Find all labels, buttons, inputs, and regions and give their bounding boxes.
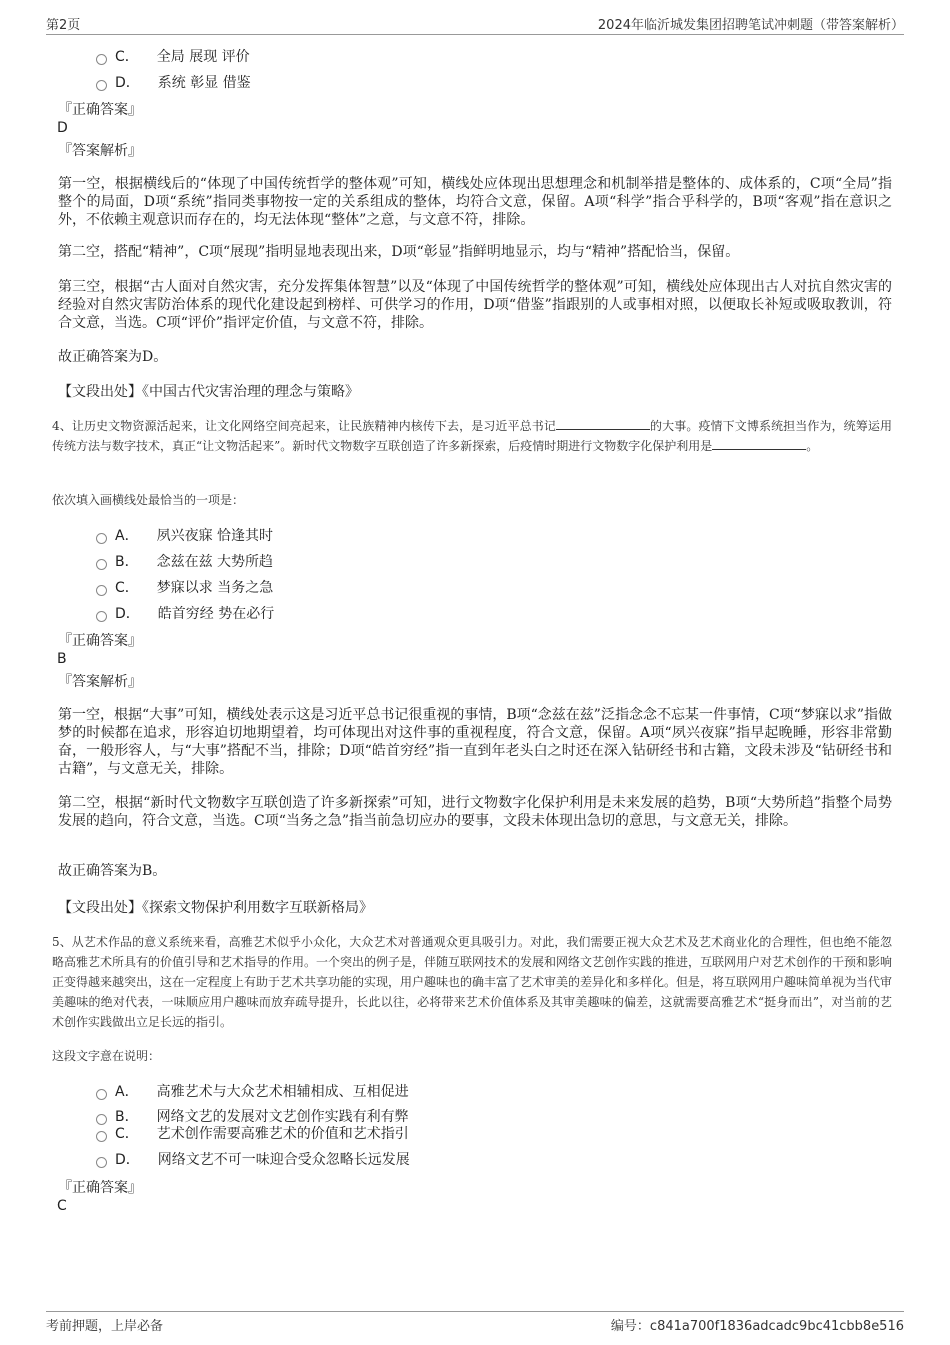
option-a[interactable]: A． 高雅艺术与大众艺术相辅相成、互相促进 <box>96 1082 409 1102</box>
analysis-label: 『答案解析』 <box>58 674 142 690</box>
analysis-paragraph: 第二空，根据“新时代文物数字互联创造了许多新探索”可知，进行文物数字化保护利用是未来发展的趋势，B项“大势所趋”指整个局势发展的趋向，符合文意，当选。C项“当务之急”指当前急切应办的要事，文段未体现出急切的意思，与文意无关，排除。 <box>58 795 892 829</box>
answer-value: B <box>57 651 67 667</box>
question-prompt: 这段文字意在说明： <box>52 1049 161 1063</box>
page-number: 第2页 <box>46 18 81 33</box>
page-header <box>46 14 904 35</box>
answer-value: D <box>57 120 68 136</box>
analysis-paragraph: 第二空，搭配“精神”，C项“展现”指明显地表现出来，D项“彰显”指鲜明地显示，均与“精神”搭配恰当，保留。 <box>58 244 740 260</box>
question-stem: 4、让历史文物资源活起来，让文化网络空间亮起来，让民族精神内核传下去，是习近平总书记 的大事。疫情下文博系统担当作为，统筹运用传统方法与数字技术，真正“让文物活起来”。新时代文物数字互联创造了许多新探索，后疫情时期进行文物数字化保护利用是 。 <box>52 419 892 453</box>
analysis-paragraph: 第一空，根据“大事”可知，横线处表示这是习近平总书记很重视的事情，B项“念兹在兹”泛指念念不忘某一件事情，C项“梦寐以求”指做梦的时候都在追求，形容迫切地期望着，均可体现出对这件事的重视程度，符合文意，保留。A项“夙兴夜寐”指早起晚睡，形容非常勤奋，一般形容人，与“大事”搭配不当，排除；D项“皓首穷经”指一直到年老头白之时还在深入钻研经书和古籍，文段未涉及“钻研经书和古籍”，与文意无关，排除。 <box>58 707 892 777</box>
radio-icon[interactable] <box>96 559 107 570</box>
radio-icon[interactable] <box>96 585 107 596</box>
document-title: 2024年临沂城发集团招聘笔试冲刺题（带答案解析） <box>597 18 904 33</box>
radio-icon[interactable] <box>96 1157 107 1168</box>
radio-icon[interactable] <box>96 1131 107 1142</box>
answer-blank <box>712 437 806 450</box>
answer-value: C <box>57 1198 67 1214</box>
answer-label: 『正确答案』 <box>58 1180 142 1196</box>
option-d[interactable]: D． 系统 彰显 借鉴 <box>96 73 251 93</box>
footer-slogan: 考前押题，上岸必备 <box>46 1319 164 1334</box>
page-footer <box>46 1311 904 1334</box>
option-c[interactable]: C． 艺术创作需要高雅艺术的价值和艺术指引 <box>96 1124 409 1144</box>
radio-icon[interactable] <box>96 1089 107 1100</box>
document-id: 编号：c841a700f1836adcadc9bc41cbb8e516 <box>610 1319 904 1334</box>
option-b[interactable]: B． 念兹在兹 大势所趋 <box>96 552 273 572</box>
analysis-label: 『答案解析』 <box>58 143 142 159</box>
analysis-paragraph: 第三空，根据“古人面对自然灾害，充分发挥集体智慧”以及“体现了中国传统哲学的整体观”可知，横线处应体现出古人对抗自然灾害的经验对自然灾害防治体系的现代化建设起到榜样、可供学习的作用，D项“借鉴”指跟别的人或事相对照，以便取长补短或吸取教训，符合文意，当选。C项“评价”指评定价值，与文意不符，排除。 <box>58 279 892 331</box>
option-c[interactable]: C． 全局 展现 评价 <box>96 47 250 67</box>
answer-label: 『正确答案』 <box>58 633 142 649</box>
question-prompt: 依次填入画横线处最恰当的一项是： <box>52 493 245 507</box>
analysis-conclusion: 故正确答案为D。 <box>58 349 168 365</box>
source-citation: 【文段出处】《中国古代灾害治理的理念与策略》 <box>58 384 359 400</box>
answer-label: 『正确答案』 <box>58 102 142 118</box>
analysis-conclusion: 故正确答案为B。 <box>58 863 167 879</box>
radio-icon[interactable] <box>96 1114 107 1125</box>
radio-icon[interactable] <box>96 533 107 544</box>
option-d[interactable]: D． 网络文艺不可一味迎合受众忽略长远发展 <box>96 1150 410 1170</box>
analysis-paragraph: 第一空，根据横线后的“体现了中国传统哲学的整体观”可知，横线处应体现出思想理念和机制举措是整体的、成体系的，C项“全局”指整个的局面，D项“系统”指同类事物按一定的关系组成的整体，均符合文意，保留。A项“科学”指合乎科学的，B项“客观”指在意识之外，不依赖主观意识而存在的，均无法体现“整体”之意，与文意不符，排除。 <box>58 176 892 228</box>
option-c[interactable]: C． 梦寐以求 当务之急 <box>96 578 273 598</box>
radio-icon[interactable] <box>96 54 107 65</box>
option-a[interactable]: A． 夙兴夜寐 恰逢其时 <box>96 526 273 546</box>
option-b[interactable]: B． 网络文艺的发展对文艺创作实践有利有弊 <box>96 1107 409 1127</box>
option-d[interactable]: D． 皓首穷经 势在必行 <box>96 604 274 624</box>
source-citation: 【文段出处】《探索文物保护利用数字互联新格局》 <box>58 900 373 916</box>
radio-icon[interactable] <box>96 611 107 622</box>
question-stem: 5、从艺术作品的意义系统来看，高雅艺术似乎小众化，大众艺术对普通观众更具吸引力。对此，我们需要正视大众艺术及艺术商业化的合理性，但也绝不能忽略高雅艺术所具有的价值引导和艺术指导的作用。一个突出的例子是，伴随互联网技术的发展和网络文艺创作实践的推进，互联网用户对艺术创作的干预和影响正变得越来越突出，这在一定程度上有助于艺术共享功能的实现，用户趣味也的确丰富了艺术审美的差异化和多样化。但是，将互联网用户趣味简单视为当代审美趣味的绝对代表，一味顺应用户趣味而放弃疏导提升，长此以往，必将带来艺术价值体系及其审美趣味的偏差，这就需要高雅艺术“挺身而出”，对当前的艺术创作实践做出立足长远的指引。 <box>52 935 893 1029</box>
answer-blank <box>556 417 650 430</box>
radio-icon[interactable] <box>96 80 107 91</box>
